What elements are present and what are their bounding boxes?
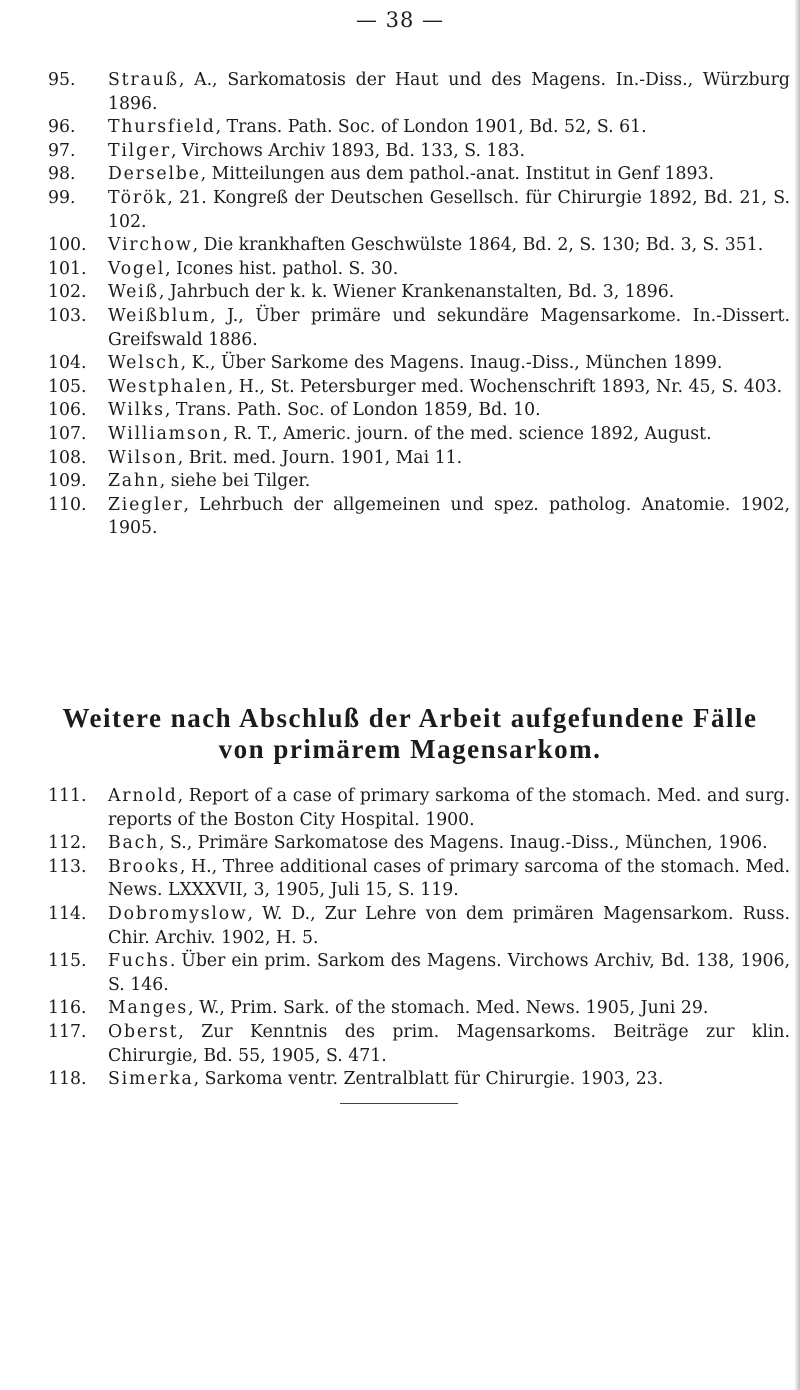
reference-entry	[48, 116, 790, 140]
reference-author: Simerka	[108, 1069, 194, 1090]
reference-text: , K., Über Sarkome des Magens. Inaug.-Diss., München 1899.	[180, 353, 723, 374]
reference-number: 113.	[48, 856, 87, 877]
reference-entry	[48, 140, 790, 164]
reference-text: , 21. Kongreß der Deutschen Gesellsch. für Chirurgie 1892, Bd. 21, S. 102.	[108, 187, 790, 232]
section-heading	[30, 703, 790, 765]
reference-entry	[48, 997, 790, 1021]
reference-number: 111.	[48, 786, 87, 806]
reference-author: Tilger	[108, 140, 171, 161]
reference-text: , S., Primäre Sarkomatose des Magens. Inaug.-Diss., München, 1906.	[159, 833, 768, 854]
reference-entry	[48, 281, 790, 305]
reference-author: Weiß	[108, 282, 159, 303]
reference-text: , Sarkoma ventr. Zentralblatt für Chirurgie. 1903, 23.	[193, 1069, 664, 1090]
reference-author: Virchow	[108, 235, 193, 256]
reference-number: 106.	[48, 400, 87, 421]
reference-text: , siehe bei Tilger.	[159, 471, 311, 492]
page-edge-shadow	[794, 0, 800, 1390]
reference-entry	[48, 470, 790, 494]
reference-author: Arnold	[108, 786, 178, 806]
page-number: — 38 —	[355, 8, 445, 32]
reference-entry	[48, 187, 790, 234]
reference-author: Zahn	[108, 471, 160, 492]
reference-author: Williamson	[108, 423, 223, 444]
reference-author: Fuchs	[108, 951, 170, 972]
reference-entry	[48, 494, 790, 541]
bibliography-list-additional	[48, 785, 790, 1092]
reference-number: 117.	[48, 1021, 87, 1042]
reference-author: Bach	[108, 833, 160, 854]
reference-text: , Jahrbuch der k. k. Wiener Krankenanstalten, Bd. 3, 1896.	[158, 282, 675, 303]
reference-number: 105.	[48, 376, 87, 397]
reference-number: 97.	[48, 140, 76, 161]
reference-entry	[48, 376, 790, 400]
reference-number: 110.	[48, 494, 87, 515]
reference-text: , Lehrbuch der allgemeinen und spez. patholog. Anatomie. 1902, 1905.	[108, 494, 790, 539]
reference-entry	[48, 305, 790, 352]
reference-number: 114.	[48, 903, 87, 924]
reference-number: 96.	[48, 117, 76, 138]
reference-entry	[48, 234, 790, 258]
reference-author: Ziegler	[108, 494, 184, 515]
closing-rule	[340, 1103, 458, 1104]
reference-entry	[48, 447, 790, 471]
reference-author: Strauß	[108, 70, 179, 90]
reference-text: , J., Über primäre und sekundäre Magensarkome. In.-Dissert. Greifswald 1886.	[108, 305, 790, 350]
reference-entry	[48, 785, 790, 832]
reference-entry	[48, 423, 790, 447]
reference-number: 103.	[48, 305, 87, 326]
reference-text: , H., Three additional cases of primary sarcoma of the stomach. Med. News. LXXXVII, 3, 1905, Juli 15, S. 119.	[108, 856, 790, 901]
reference-number: 101.	[48, 258, 87, 279]
reference-entry	[48, 950, 790, 997]
reference-author: Wilks	[108, 400, 165, 421]
reference-number: 104.	[48, 353, 87, 374]
reference-text: , Mitteilungen aus dem pathol.-anat. Institut in Genf 1893.	[200, 164, 715, 185]
reference-number: 100.	[48, 235, 87, 256]
section-heading-line-1: Weitere nach Abschluß der Arbeit aufgefundene Fälle	[62, 703, 758, 733]
reference-number: 118.	[48, 1069, 87, 1090]
reference-author: Wilson	[108, 447, 178, 468]
reference-entry	[48, 258, 790, 282]
reference-text: , Die krankhaften Geschwülste 1864, Bd. 2, S. 130; Bd. 3, S. 351.	[192, 235, 764, 256]
reference-text: , H., St. Petersburger med. Wochenschrift 1893, Nr. 45, S. 403.	[227, 376, 783, 397]
reference-author: Manges	[108, 998, 189, 1019]
reference-number: 108.	[48, 447, 87, 468]
reference-entry	[48, 1021, 790, 1068]
reference-entry	[48, 856, 790, 903]
reference-entry	[48, 832, 790, 856]
reference-number: 102.	[48, 282, 87, 303]
reference-author: Török	[108, 187, 168, 208]
reference-text: , R. T., Americ. journ. of the med. science 1892, August.	[222, 423, 712, 444]
reference-author: Vogel	[108, 258, 166, 279]
reference-entry	[48, 903, 790, 950]
reference-entry	[48, 399, 790, 423]
reference-number: 107.	[48, 423, 87, 444]
reference-number: 99.	[48, 187, 76, 208]
reference-text: , Report of a case of primary sarkoma of the stomach. Med. and surg. reports of the Boston City Hospital. 1900.	[108, 786, 790, 830]
reference-author: Thursfield	[108, 117, 216, 138]
reference-text: , Trans. Path. Soc. of London 1901, Bd. 52, S. 61.	[215, 117, 647, 138]
reference-text: , W., Prim. Sark. of the stomach. Med. News. 1905, Juni 29.	[188, 998, 709, 1019]
bibliography-list-main	[48, 69, 790, 541]
reference-text: , Icones hist. pathol. S. 30.	[165, 258, 399, 279]
reference-text: , W. D., Zur Lehre von dem primären Magensarkom. Russ. Chir. Archiv. 1902, H. 5.	[108, 903, 790, 948]
reference-number: 109.	[48, 471, 87, 492]
reference-number: 112.	[48, 833, 87, 854]
reference-author: Weißblum	[108, 305, 211, 326]
reference-text: , A., Sarkomatosis der Haut und des Magens. In.-Diss., Würzburg 1896.	[108, 70, 790, 114]
reference-text: . Über ein prim. Sarkom des Magens. Virchows Archiv, Bd. 138, 1906, S. 146.	[108, 951, 790, 995]
reference-text: , Virchows Archiv 1893, Bd. 133, S. 183.	[170, 140, 525, 161]
reference-author: Oberst	[108, 1021, 179, 1042]
reference-number: 98.	[48, 164, 76, 185]
reference-text: , Brit. med. Journ. 1901, Mai 11.	[177, 447, 463, 468]
reference-text: , Zur Kenntnis des prim. Magensarkoms. Beiträge zur klin. Chirurgie, Bd. 55, 1905, S. 471.	[108, 1021, 790, 1066]
reference-author: Westphalen	[108, 376, 228, 397]
reference-author: Dobromyslow	[108, 903, 248, 924]
reference-number: 95.	[48, 70, 76, 90]
reference-number: 115.	[48, 951, 87, 972]
reference-entry	[48, 1068, 790, 1092]
reference-entry	[48, 69, 790, 116]
reference-entry	[48, 163, 790, 187]
reference-number: 116.	[48, 998, 87, 1019]
section-heading-line-2: von primärem Magensarkom.	[218, 734, 602, 764]
reference-text: , Trans. Path. Soc. of London 1859, Bd. 10.	[164, 400, 541, 421]
reference-author: Derselbe	[108, 164, 201, 185]
reference-entry	[48, 352, 790, 376]
reference-author: Welsch	[108, 353, 181, 374]
reference-author: Brooks	[108, 856, 180, 877]
